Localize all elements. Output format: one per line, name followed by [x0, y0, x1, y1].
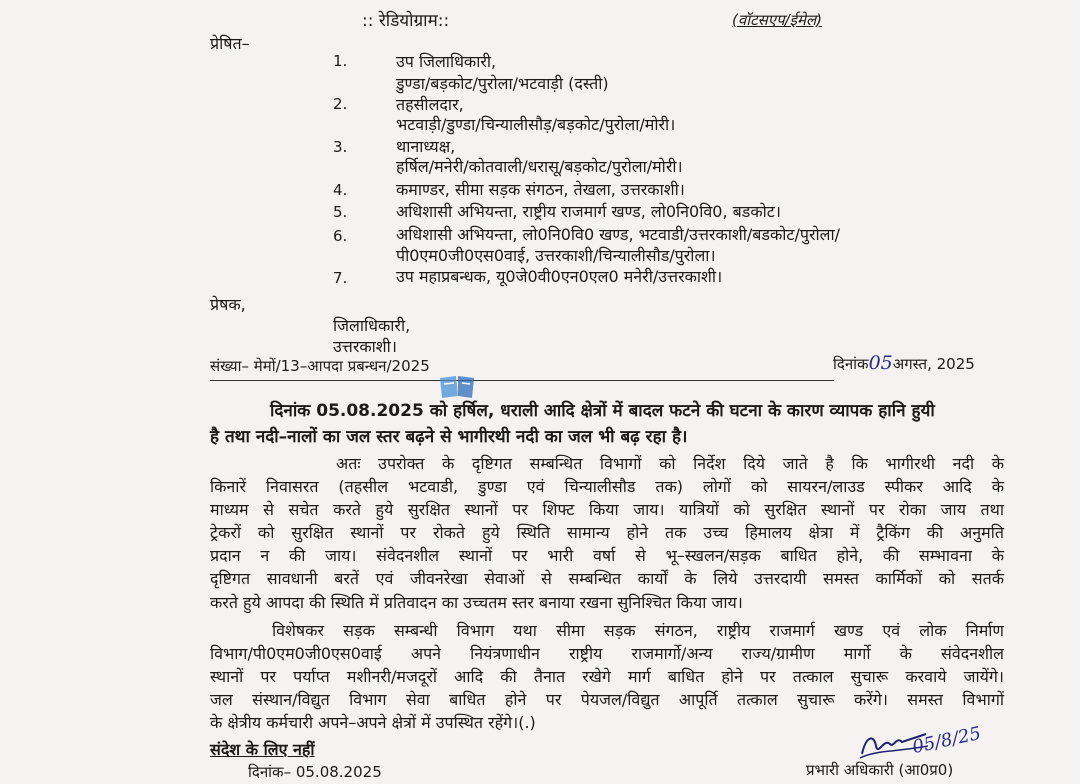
recipient-line: भटवाड़ी/डुण्डा/चिन्यालीसौड़/बड़कोट/पुरोला/मोरी।	[396, 115, 676, 134]
sender-place: उत्तरकाशी।	[333, 337, 397, 356]
paragraph-line: किनारें निवासरत (तहसील भटवाडी, डुण्डा एवं चिन्यालीसौड तक) लोगों को सायरन/लाउड स्पीकर आदि के	[210, 477, 1004, 496]
not-for-message-note: संदेश के लिए नहीं	[210, 740, 315, 759]
preshit-label: प्रेषित–	[210, 34, 250, 53]
recipient-line: डुण्डा/बड़कोट/पुरोला/भटवाड़ी (दस्ती)	[396, 74, 609, 93]
paragraph-line: विभाग/पी0एम0जी0एस0वाई अपने नियंत्रणाधीन राष्ट्रीय राजमार्गो/अन्य राज्य/ग्रामीण मार्गो के संवेदनशील	[210, 644, 1004, 663]
paragraph-line: करते हुये आपदा की स्थिति में प्रतिवादन का उच्चतम स्तर बनाया रखना सुनिश्चित किया जाय।	[210, 593, 743, 612]
date-suffix: अगस्त, 2025	[892, 355, 975, 373]
recipient-number: 4.	[333, 181, 348, 199]
recipient-number: 6.	[333, 227, 348, 245]
footer-date: दिनांक– 05.08.2025	[248, 763, 382, 781]
paragraph-line: स्थानों पर पर्याप्त मशीनरी/मजदूरों आदि की तैनात रखेगे मार्ग बाधित होने पर तत्काल सुचारू करवाये जायेंगे।	[210, 667, 1004, 686]
reference-number: संख्या– मेमों/13–आपदा प्रबन्धन/2025	[210, 357, 430, 375]
date-prefix: दिनांक	[833, 355, 869, 373]
recipient-line: उप जिलाधिकारी,	[396, 52, 497, 71]
recipient-number: 3.	[333, 138, 348, 156]
recipient-line: थानाध्यक्ष,	[396, 137, 456, 156]
paragraph-line: जल संस्थान/विद्युत विभाग सेवा बाधित होने पर पेयजल/विद्युत आपूर्ति तत्काल सुचारू करेंगे। समस्त विभागों	[210, 690, 1004, 709]
recipient-line: कमाण्डर, सीमा सड़क संगठन, तेखला, उत्तरकाशी।	[396, 180, 685, 199]
recipient-line: अधिशासी अभियन्ता, लो0नि0वि0 खण्ड, भटवाडी/उत्तरकाशी/बडकोट/पुरोला/	[396, 225, 841, 244]
recipient-line: तहसीलदार,	[396, 95, 464, 114]
recipient-number: 5.	[333, 203, 348, 221]
recipient-line: उप महाप्रबन्धक, यू0जे0वी0एन0एल0 मनेरी/उत्तरकाशी।	[396, 267, 723, 286]
sender-label: प्रेषक,	[210, 295, 246, 314]
paragraph-line: के क्षेत्रीय कर्मचारी अपने–अपने क्षेत्रों में उपस्थित रहेंगे।(.)	[210, 713, 536, 732]
recipient-line: पी0एम0जी0एस0वाई, उत्तरकाशी/चिन्यालीसौड/पुरोला।	[396, 246, 716, 265]
sender-name: जिलाधिकारी,	[333, 316, 411, 335]
delivery-mode: (वॉटसएप/ईमेल)	[732, 11, 823, 29]
paragraph-line: अतः उपरोक्त के दृष्टिगत सम्बन्धित विभागों को निर्देश दिये जाते है कि भागीरथी नदी के	[336, 454, 1004, 473]
reference-date	[833, 352, 975, 374]
recipient-line: अधिशासी अभियन्ता, राष्ट्रीय राजमार्ग खण्ड, लो0नि0वि0, बडकोट।	[396, 202, 781, 221]
paragraph-line: दृष्टिगत सावधानी बरतें एवं जीवनरेखा सेवाओं से सम्बन्धित कार्यों के लिये उत्तरदायी समस्त कार्मिकों को सतर्क	[210, 569, 1004, 588]
recipient-number: 2.	[333, 95, 348, 113]
paragraph-line: विशेषकर सड़क सम्बन्धी विभाग यथा सीमा सड़क संगठन, राष्ट्रीय राजमार्ग खण्ड एवं लोक निर्माण	[272, 621, 1004, 640]
paragraph-line: माध्यम से सचेत करते हुये सुरक्षित स्थानों पर शिफ्ट किया जाय। यात्रियों को सुरक्षित स्थानों पर रोका जाय तथा	[210, 500, 1004, 519]
recipient-number: 1.	[333, 52, 348, 70]
recipient-number: 7.	[333, 269, 348, 287]
reference-divider	[210, 380, 834, 381]
intro-line: दिनांक 05.08.2025 को हर्षिल, धराली आदि क्षेत्रों में बादल फटने की घटना के कारण व्यापक हानि हुयी	[270, 401, 935, 421]
paragraph-line: ट्रेकरों को सुरक्षित स्थानों पर रोकते हुये स्थिति सामान्य होने तक उच्च हिमालय क्षेत्रा में ट्रैकिंग की अनुमति	[210, 523, 1004, 542]
paragraph-line: प्रदान न की जाय। संवेदनशील स्थानों पर भारी वर्षा से भू–स्खलन/सड़क बाधित होने, की सम्भावना के	[210, 546, 1004, 565]
signature-date: 05/8/25	[910, 723, 983, 758]
document-title: :: रेडियोग्राम::	[362, 11, 450, 31]
recipient-line: हर्षिल/मनेरी/कोतवाली/धरासू/बड़कोट/पुरोला/मोरी।	[396, 157, 683, 176]
handwritten-day: 05	[868, 352, 893, 374]
intro-line: है तथा नदी–नालों का जल स्तर बढ़ने से भागीरथी नदी का जल भी बढ़ रहा है।	[210, 427, 688, 447]
signatory-title: प्रभारी अधिकारी (आ0प्र0)	[806, 761, 954, 779]
